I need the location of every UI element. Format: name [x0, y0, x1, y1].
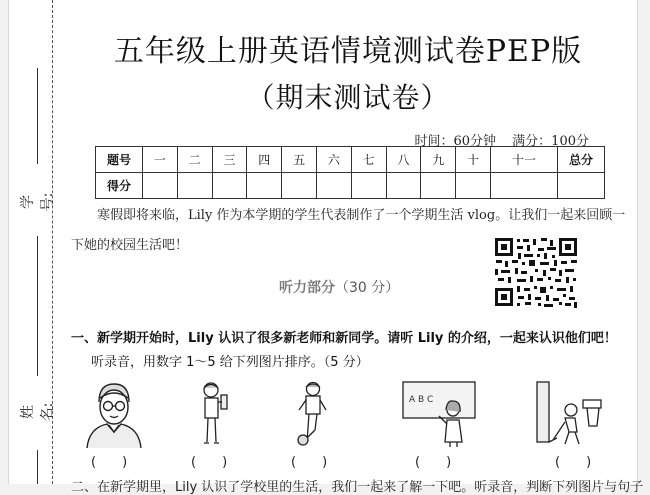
intro-paragraph: 寒假即将来临，Lily 作为本学期的学生代表制作了一个学期生活 vlog。让我们一起来回顾一下她的校园生活吧！ — [71, 208, 626, 253]
section-points: （30 分） — [335, 280, 400, 296]
full-score: 满分：100分 — [512, 134, 589, 149]
score-cell[interactable] — [247, 173, 282, 199]
blackboard-text: A B C — [409, 395, 434, 405]
score-cell[interactable] — [386, 173, 421, 199]
col-7: 七 — [351, 147, 386, 173]
score-cell[interactable] — [143, 173, 178, 199]
answer-blank-4[interactable]: ( ) — [415, 455, 452, 470]
question-number-row — [96, 147, 605, 173]
teacher-at-blackboard-icon — [401, 380, 481, 448]
page-title: 五年级上册英语情境测试卷PEP版 — [113, 34, 583, 69]
class-line — [37, 450, 38, 484]
question-number-header: 题号 — [96, 147, 143, 173]
boy-with-football-icon — [293, 380, 333, 448]
question-1-instruction: 听录音，用数字 1～5 给下列图片排序。（5 分） — [91, 355, 369, 370]
answer-blank-2[interactable]: ( ) — [191, 455, 228, 470]
score-cell[interactable] — [490, 173, 557, 199]
teacher-with-glasses-icon — [81, 380, 147, 448]
score-row — [96, 173, 605, 199]
student-id-label: 学号: — [20, 192, 56, 212]
question-2-partial: 二、在新学期里，Lily 认识了学校里的生活，我们一起来了解一下吧。听录音，判断下列图片与句子 — [71, 480, 644, 495]
exam-paper — [8, 0, 644, 495]
score-cell[interactable] — [456, 173, 491, 199]
answer-blank-3[interactable]: ( ) — [291, 455, 328, 470]
section-name: 听力部分 — [279, 280, 335, 296]
question-1 — [71, 327, 627, 375]
col-9: 九 — [421, 147, 456, 173]
score-cell[interactable] — [351, 173, 386, 199]
col-5: 五 — [282, 147, 317, 173]
col-8: 八 — [386, 147, 421, 173]
score-cell[interactable] — [421, 173, 456, 199]
listening-section-title — [279, 277, 399, 297]
name-label: 姓名: — [20, 402, 56, 422]
col-2: 二 — [177, 147, 212, 173]
answer-blank-5[interactable]: ( ) — [555, 455, 592, 470]
col-3: 三 — [212, 147, 247, 173]
boy-cleaning-icon — [535, 380, 605, 448]
question-1-prompt: 一、新学期开始时，Lily 认识了很多新老师和新同学。请听 Lily 的介绍，一起来认识他们吧！ — [71, 331, 617, 346]
qr-code-icon — [493, 236, 579, 308]
score-cell[interactable] — [212, 173, 247, 199]
name-line — [37, 236, 38, 376]
page-subtitle: （期末测试卷） — [246, 81, 450, 114]
score-cell[interactable] — [558, 173, 605, 199]
score-cell[interactable] — [177, 173, 212, 199]
score-table — [95, 146, 605, 199]
score-cell[interactable] — [316, 173, 351, 199]
score-cell[interactable] — [282, 173, 317, 199]
col-6: 六 — [316, 147, 351, 173]
col-total: 总分 — [558, 147, 605, 173]
col-1: 一 — [143, 147, 178, 173]
score-header: 得分 — [96, 173, 143, 199]
col-11: 十一 — [490, 147, 557, 173]
time-limit: 时间：60分钟 — [414, 134, 497, 149]
col-4: 四 — [247, 147, 282, 173]
col-10: 十 — [456, 147, 491, 173]
student-id-line — [37, 68, 38, 164]
answer-blank-1[interactable]: ( ) — [91, 455, 128, 470]
boy-standing-icon — [195, 380, 235, 448]
